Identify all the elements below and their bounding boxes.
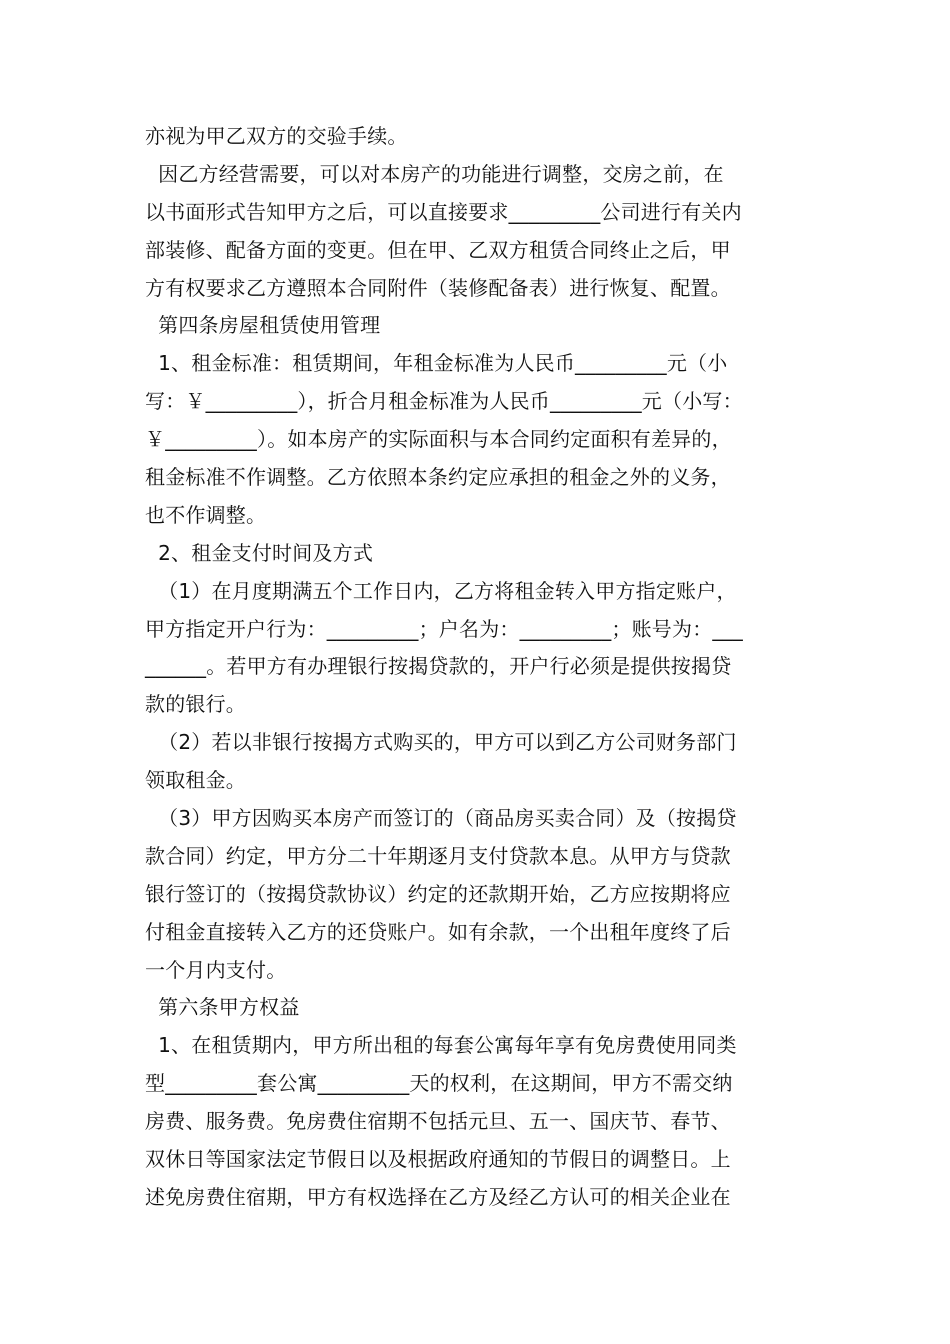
section-heading: 第六条甲方权益 — [145, 995, 300, 1020]
text-line: 因乙方经营需要，可以对本房产的功能进行调整，交房之前，在 — [145, 161, 724, 186]
text-line: 方有权要求乙方遵照本合同附件（装修配备表）进行恢复、配置。 — [145, 275, 731, 300]
text-line: 也不作调整。 — [145, 502, 267, 527]
text-line: 1、在租赁期内，甲方所出租的每套公寓每年享有免房费使用同类 — [145, 1033, 737, 1058]
text-line: 房费、服务费。免房费住宿期不包括元旦、五一、国庆节、春节、 — [145, 1109, 731, 1134]
text-line: 租金标准不作调整。乙方依照本条约定应承担的租金之外的义务， — [145, 465, 731, 490]
text-line: 亦视为甲乙双方的交验手续。 — [145, 124, 408, 148]
subsection-heading: 2、租金支付时间及方式 — [145, 540, 374, 565]
text-line: 银行签订的（按揭贷款协议）约定的还款期开始，乙方应按期将应 — [145, 881, 731, 906]
text-line: ______。若甲方有办理银行按揭贷款的，开户行必须是提供按揭贷 — [145, 654, 732, 679]
text-line: 部装修、配备方面的变更。但在甲、乙双方租赁合同终止之后，甲 — [145, 237, 731, 262]
text-line: 一个月内支付。 — [145, 957, 287, 982]
document-body — [145, 118, 820, 1217]
text-line: 甲方指定开户行为：_________；户名为：_________；账号为：___ — [145, 616, 743, 641]
text-line: 领取租金。 — [145, 768, 246, 793]
text-line: 型_________套公寓_________天的权利，在这期间，甲方不需交纳 — [145, 1071, 733, 1096]
text-line: （3）甲方因购买本房产而签订的（商品房买卖合同）及（按揭贷 — [145, 806, 737, 831]
text-line: 款合同）约定，甲方分二十年期逐月支付贷款本息。从甲方与贷款 — [145, 843, 731, 868]
text-line: （1）在月度期满五个工作日内，乙方将租金转入甲方指定账户， — [145, 578, 737, 603]
section-heading: 第四条房屋租赁使用管理 — [145, 313, 381, 338]
text-line: 双休日等国家法定节假日以及根据政府通知的节假日的调整日。上 — [145, 1147, 731, 1172]
text-line: ￥_________）。如本房产的实际面积与本合同约定面积有差异的， — [145, 427, 732, 452]
text-line: 述免房费住宿期，甲方有权选择在乙方及经乙方认可的相关企业在 — [145, 1184, 731, 1209]
text-line: （2）若以非银行按揭方式购买的，甲方可以到乙方公司财务部门 — [145, 730, 737, 755]
text-line: 以书面形式告知甲方之后，可以直接要求_________公司进行有关内 — [145, 199, 742, 224]
text-line: 1、租金标准：租赁期间，年租金标准为人民币_________元（小 — [145, 351, 728, 376]
text-line: 付租金直接转入乙方的还贷账户。如有余款，一个出租年度终了后 — [145, 919, 731, 944]
text-line: 写：￥_________），折合月租金标准为人民币_________元（小写： — [145, 389, 743, 414]
text-line: 款的银行。 — [145, 692, 246, 717]
